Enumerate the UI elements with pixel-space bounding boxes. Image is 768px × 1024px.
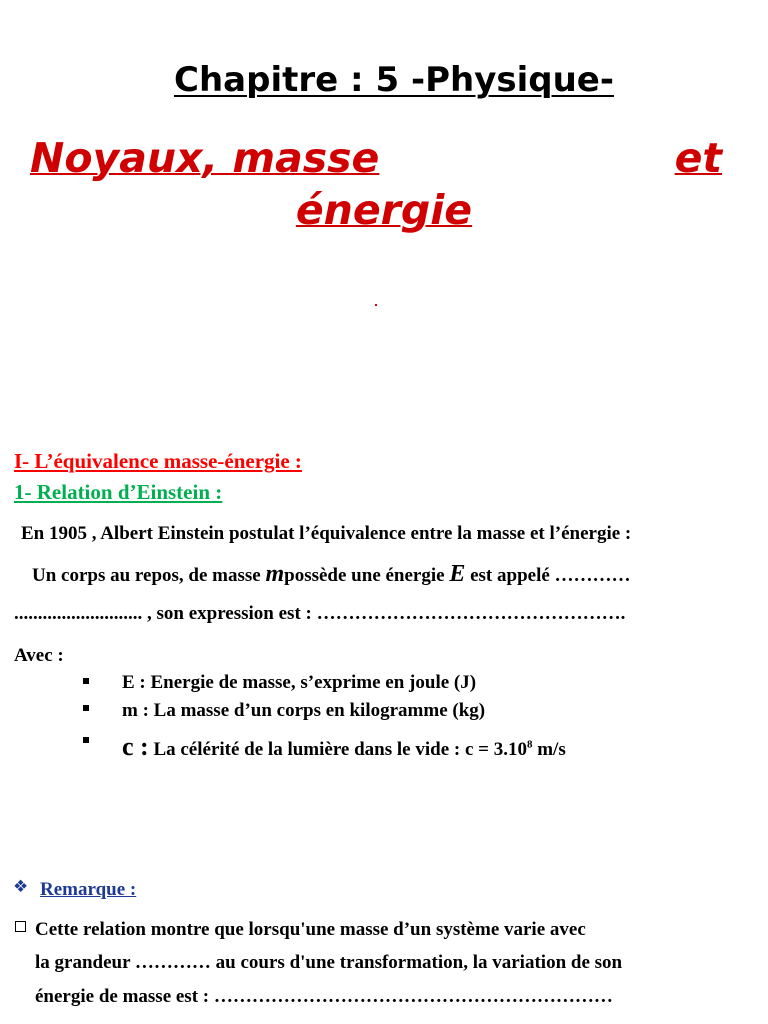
- main-title-line-1: [30, 134, 722, 182]
- energy-symbol: E: [449, 561, 466, 587]
- celerity-unit: m/s: [532, 739, 566, 760]
- intro-paragraph: En 1905 , Albert Einstein postulat l’équivalence entre la masse et l’énergie :: [21, 523, 632, 544]
- statement-text-b: possède une énergie: [284, 565, 450, 586]
- definition-celerity: [122, 732, 566, 762]
- main-title-word-2: et: [674, 134, 722, 182]
- remark-text-line-1: Cette relation montre que lorsqu'une masse d’un système varie avec: [35, 919, 586, 940]
- celerity-exponent: 8: [526, 738, 533, 751]
- remark-text-line-3: énergie de masse est : ………………………………………………………: [35, 986, 613, 1007]
- definition-mass: m : La masse d’un corps en kilogramme (kg): [122, 700, 486, 721]
- statement-text-a: Un corps au repos, de masse: [32, 565, 266, 586]
- remarque-label: Remarque :: [40, 879, 137, 900]
- energy-statement-line: [32, 561, 631, 588]
- square-bullet-icon: [83, 705, 89, 711]
- chapter-title: Chapitre : 5 -Physique-: [174, 60, 614, 100]
- mass-symbol: m: [265, 561, 285, 587]
- checkbox-bullet-icon: [15, 921, 26, 932]
- main-title-line-2: énergie: [295, 186, 473, 234]
- main-title-word-1: Noyaux, masse: [30, 134, 380, 182]
- square-bullet-icon: [83, 678, 89, 684]
- remark-text-line-2: la grandeur ………… au cours d'une transformation, la variation de son: [35, 952, 623, 973]
- square-bullet-icon: [83, 737, 89, 743]
- decorative-dot: [375, 304, 377, 306]
- celerity-text: La célérité de la lumière dans le vide : c = 3.10: [148, 739, 527, 760]
- diamond-bullet-icon: ❖: [13, 877, 29, 897]
- avec-label: Avec :: [14, 645, 64, 666]
- section-heading: I- L’équivalence masse-énergie :: [14, 449, 302, 473]
- expression-line: ........................... , son expression est : ………………………………………….: [14, 603, 626, 624]
- subsection-heading: 1- Relation d’Einstein :: [14, 480, 223, 504]
- statement-text-c: est appelé …………: [465, 565, 631, 586]
- celerity-symbol: c :: [122, 732, 149, 761]
- definition-energy: E : Energie de masse, s’exprime en joule (J): [122, 672, 477, 693]
